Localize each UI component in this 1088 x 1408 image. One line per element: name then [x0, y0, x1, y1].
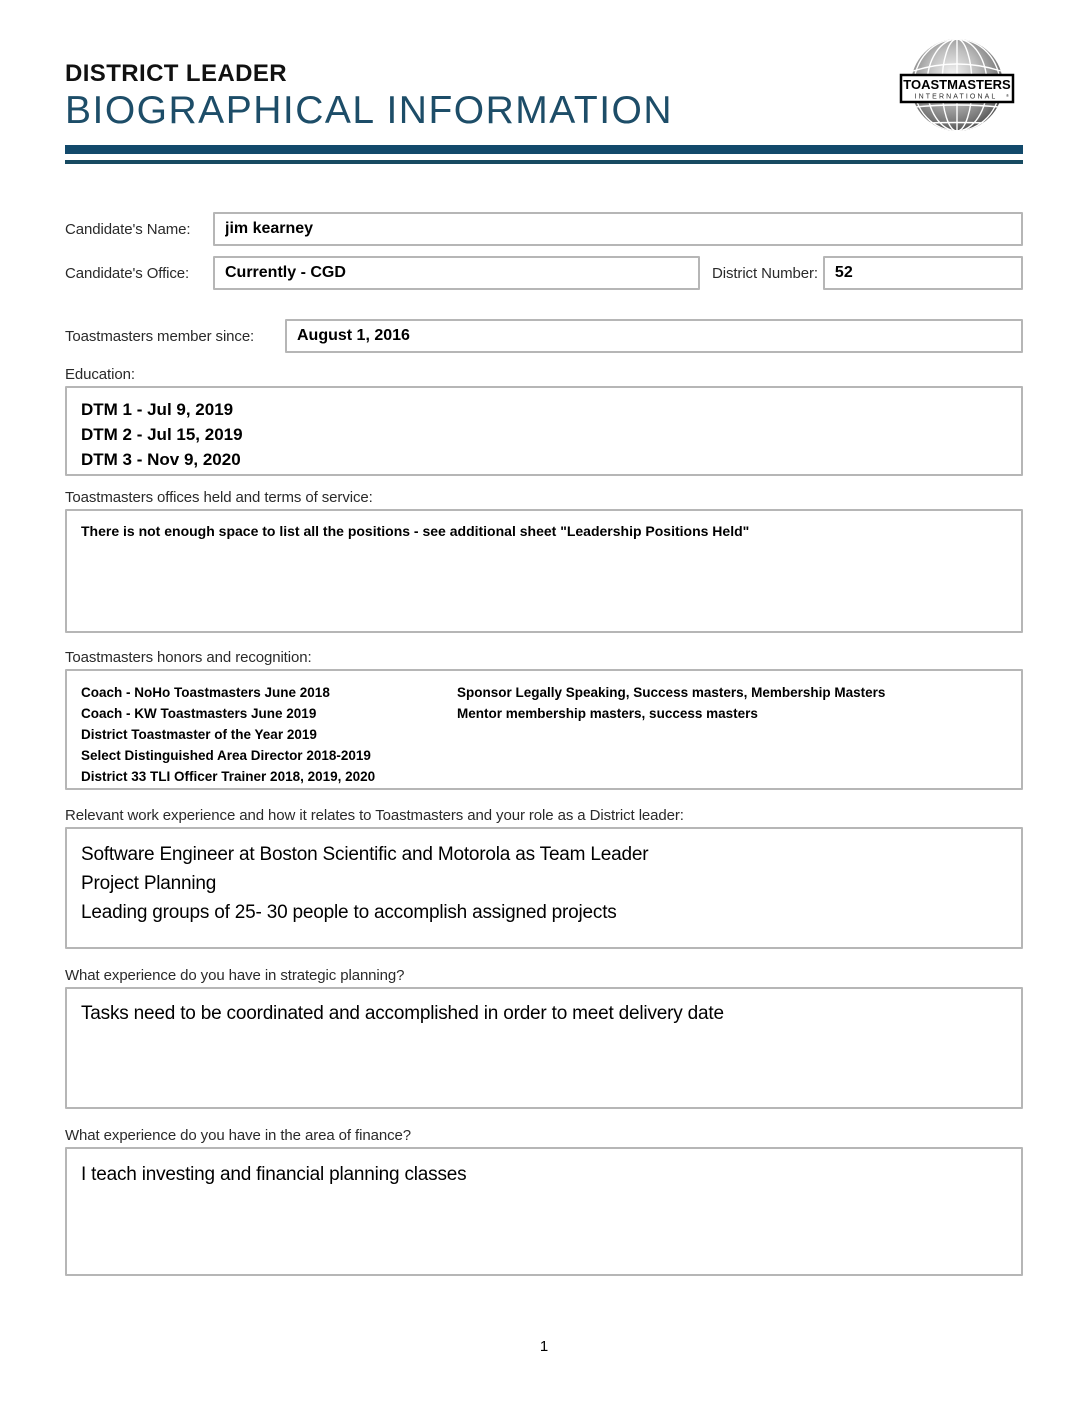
work-experience-line: Project Planning	[81, 873, 217, 894]
divider-thin	[65, 160, 1023, 164]
work-experience-field[interactable]	[65, 827, 1023, 949]
member-since-row	[65, 319, 1023, 353]
toastmasters-logo	[897, 31, 1017, 157]
page-number: 1	[539, 1338, 549, 1355]
work-experience-line: Leading groups of 25- 30 people to accomplish assigned projects	[81, 902, 617, 923]
honors-line: Coach - NoHo Toastmasters June 2018	[81, 685, 330, 700]
work-experience-label: Relevant work experience and how it relates to Toastmasters and your role as a District leader:	[65, 807, 684, 824]
education-field[interactable]	[65, 386, 1023, 476]
candidate-office-label: Candidate's Office:	[65, 264, 190, 282]
candidate-name-row	[65, 212, 1023, 246]
candidate-name-label: Candidate's Name:	[65, 220, 191, 238]
honors-line: Coach - KW Toastmasters June 2019	[81, 706, 317, 721]
logo-trademark: ®	[1006, 93, 1009, 98]
finance-field[interactable]	[65, 1147, 1023, 1276]
offices-held-field[interactable]	[65, 509, 1023, 633]
work-experience-line: Software Engineer at Boston Scientific and Motorola as Team Leader	[81, 844, 649, 865]
education-line: DTM 1 - Jul 9, 2019	[81, 400, 234, 419]
honors-line: Sponsor Legally Speaking, Success masters, Membership Masters	[457, 685, 886, 700]
strategic-planning-field[interactable]	[65, 987, 1023, 1109]
district-number-field[interactable]	[823, 256, 1023, 290]
logo-subtext: INTERNATIONAL	[914, 93, 998, 101]
strategic-planning-label: What experience do you have in strategic planning?	[65, 967, 405, 984]
honors-field[interactable]	[65, 669, 1023, 790]
honors-line: District Toastmaster of the Year 2019	[81, 727, 317, 742]
strategic-planning-text: Tasks need to be coordinated and accomplished in order to meet delivery date	[81, 1003, 724, 1024]
offices-held-label: Toastmasters offices held and terms of service:	[65, 489, 373, 506]
finance-text: I teach investing and financial planning classes	[81, 1164, 467, 1185]
education-line: DTM 3 - Nov 9, 2020	[81, 450, 241, 469]
honors-line: Mentor membership masters, success masters	[457, 706, 758, 721]
divider-thick	[65, 145, 1023, 154]
finance-label: What experience do you have in the area of finance?	[65, 1127, 411, 1144]
honors-right-column	[457, 682, 1021, 788]
education-line: DTM 2 - Jul 15, 2019	[81, 425, 243, 444]
honors-line: Select Distinguished Area Director 2018-2019	[81, 748, 371, 763]
honors-left-column	[81, 682, 457, 788]
district-number-label: District Number:	[712, 264, 818, 282]
honors-label: Toastmasters honors and recognition:	[65, 649, 312, 666]
education-label: Education:	[65, 366, 135, 383]
page-subtitle: BIOGRAPHICAL INFORMATION	[65, 89, 674, 132]
candidate-name-field[interactable]	[213, 212, 1023, 246]
honors-line: District 33 TLI Officer Trainer 2018, 2019, 2020	[81, 769, 376, 784]
member-since-label: Toastmasters member since:	[65, 327, 255, 345]
page-title: DISTRICT LEADER	[65, 60, 287, 87]
logo-wordmark: TOASTMASTERS	[903, 77, 1011, 92]
member-since-field[interactable]	[285, 319, 1023, 353]
candidate-office-field[interactable]	[213, 256, 700, 290]
candidate-office-row	[65, 256, 1023, 290]
offices-held-text: There is not enough space to list all the positions - see additional sheet "Leadership Positions Held"	[81, 523, 750, 539]
